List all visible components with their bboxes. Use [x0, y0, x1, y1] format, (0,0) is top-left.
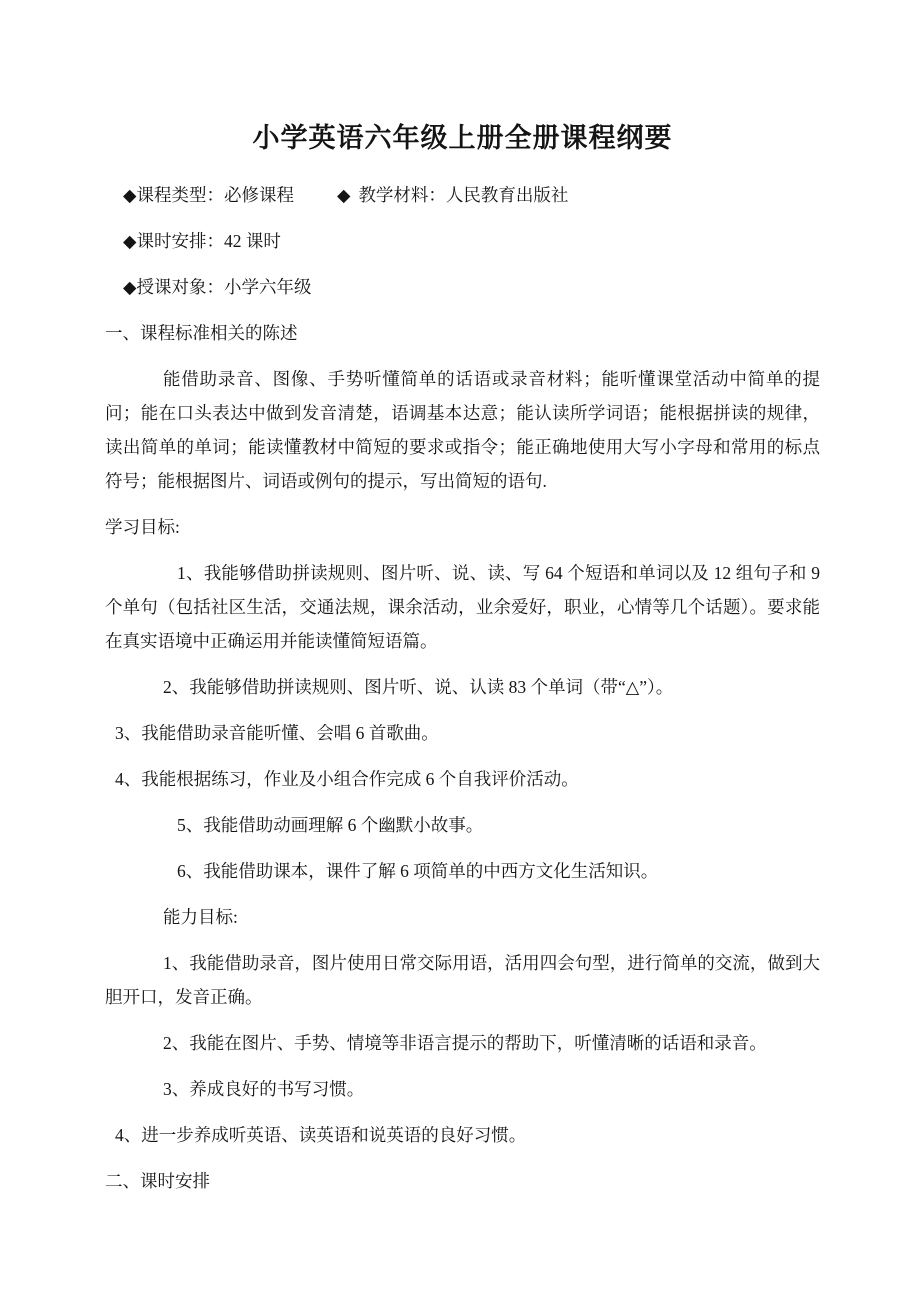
page-title: 小学英语六年级上册全册课程纲要 — [252, 123, 673, 153]
meta-row-course-type — [105, 178, 820, 212]
ability-goal-item: 1、我能借助录音，图片使用日常交际用语，活用四会句型，进行简单的交流，做到大胆开口，发音正确。 — [105, 953, 820, 1007]
ability-goals-label: 能力目标: — [163, 907, 238, 927]
learning-goal-item: 3、我能借助录音能听懂、会唱 6 首歌曲。 — [115, 723, 439, 743]
diamond-bullet-icon: ◆ — [123, 185, 137, 205]
ability-goal-item: 3、养成良好的书写习惯。 — [163, 1079, 365, 1099]
teaching-material-item — [337, 178, 568, 212]
learning-goal-item: 2、我能够借助拼读规则、图片听、说、认读 83 个单词（带“△”）。 — [163, 677, 674, 697]
class-hours-text: 课时安排：42 课时 — [136, 231, 281, 251]
section-one-heading: 一、课程标准相关的陈述 — [105, 323, 298, 343]
meta-row-class-hours — [105, 224, 820, 258]
learning-goal-item: 4、我能根据练习，作业及小组合作完成 6 个自我评价活动。 — [115, 769, 579, 789]
meta-row-audience — [105, 270, 820, 304]
course-type-text: 课程类型：必修课程 — [136, 185, 294, 205]
diamond-bullet-icon: ◆ — [336, 185, 351, 205]
course-type-item — [123, 178, 294, 212]
curriculum-standard-paragraph: 能借助录音、图像、手势听懂简单的话语或录音材料；能听懂课堂活动中简单的提问；能在口头表达中做到发音清楚，语调基本达意；能认读所学词语；能根据拼读的规律，读出简单的单词；能读懂教材中简短的要求或指令；能正确地使用大写小字母和常用的标点符号；能根据图片、词语或例句的提示，写出简短的语句. — [105, 369, 820, 491]
learning-goal-item: 6、我能借助课本，课件了解 6 项简单的中西方文化生活知识。 — [177, 861, 659, 881]
teaching-material-text: 教学材料：人民教育出版社 — [358, 185, 569, 205]
section-two-heading: 二、课时安排 — [105, 1171, 210, 1191]
diamond-bullet-icon: ◆ — [123, 231, 137, 251]
ability-goal-item: 2、我能在图片、手势、情境等非语言提示的帮助下，听懂清晰的话语和录音。 — [163, 1033, 767, 1053]
diamond-bullet-icon: ◆ — [123, 277, 137, 297]
learning-goal-item: 5、我能借助动画理解 6 个幽默小故事。 — [177, 815, 484, 835]
audience-text: 授课对象：小学六年级 — [136, 277, 312, 297]
ability-goal-item: 4、进一步养成听英语、读英语和说英语的良好习惯。 — [115, 1125, 527, 1145]
learning-goal-item: 1、我能够借助拼读规则、图片听、说、读、写 64 个短语和单词以及 12 组句子和 9 个单句（包括社区生活，交通法规，课余活动，业余爱好，职业，心情等几个话题）。要求能在真实语境中正确运用并能读懂简短语篇。 — [105, 563, 820, 651]
learning-goals-label: 学习目标: — [105, 517, 180, 537]
